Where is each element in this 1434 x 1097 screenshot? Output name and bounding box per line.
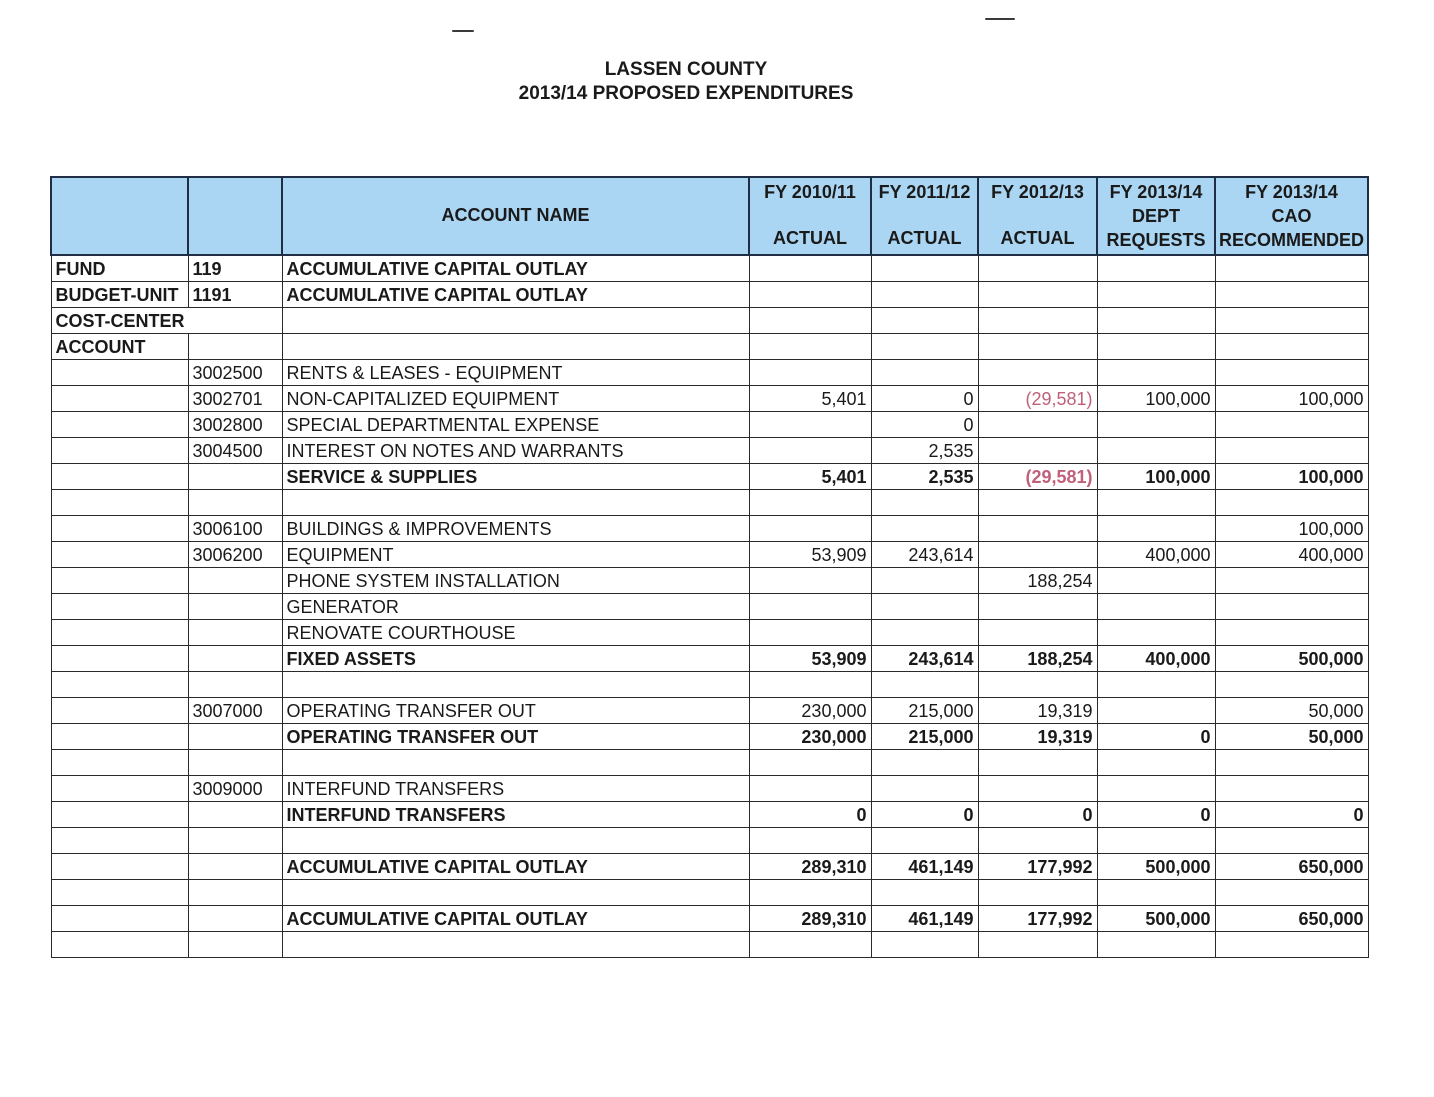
header-fy: FY 2010/11 xyxy=(764,182,856,202)
row-code: 3006100 xyxy=(188,516,282,542)
cell-fy2011-12: 243,614 xyxy=(871,542,978,568)
table-row-blank xyxy=(51,750,1368,776)
row-code: 1191 xyxy=(188,282,282,308)
cell-fy2010-11: 53,909 xyxy=(749,646,871,672)
cell-fy2011-12: 0 xyxy=(871,802,978,828)
row-account-name: GENERATOR xyxy=(282,594,749,620)
cell-fy2010-11: 5,401 xyxy=(749,386,871,412)
row-label: BUDGET-UNIT xyxy=(51,282,188,308)
row-account-name: INTERFUND TRANSFERS xyxy=(282,802,749,828)
table-row-3002701 xyxy=(51,386,1368,412)
header-fy-2013-14-dept xyxy=(1097,177,1215,255)
cell-fy2010-11: 5,401 xyxy=(749,464,871,490)
cell-dept-request: 0 xyxy=(1097,802,1215,828)
cell-fy2011-12: 461,149 xyxy=(871,854,978,880)
row-label: ACCOUNT xyxy=(51,334,188,360)
row-account-name: OPERATING TRANSFER OUT xyxy=(282,698,749,724)
cell-cao-recommended: 100,000 xyxy=(1215,464,1368,490)
row-account-name: INTEREST ON NOTES AND WARRANTS xyxy=(282,438,749,464)
cell-fy2012-13: 188,254 xyxy=(978,646,1097,672)
cell-cao-recommended: 50,000 xyxy=(1215,724,1368,750)
cell-cao-recommended: 500,000 xyxy=(1215,646,1368,672)
table-row-blank xyxy=(51,932,1368,958)
row-account-name: OPERATING TRANSFER OUT xyxy=(282,724,749,750)
scan-mark xyxy=(985,18,1015,20)
table-row-3006200 xyxy=(51,542,1368,568)
header-sub: CAO xyxy=(1271,206,1312,226)
table-row-aco-total xyxy=(51,854,1368,880)
table-row-aco-grand-total xyxy=(51,906,1368,932)
table-row-blank xyxy=(51,672,1368,698)
table-row-3002800 xyxy=(51,412,1368,438)
cell-dept-request: 0 xyxy=(1097,724,1215,750)
header-blank xyxy=(51,177,188,255)
table-row-cost-center xyxy=(51,308,1368,334)
header-fy-2010-11 xyxy=(749,177,871,255)
cell-fy2011-12: 215,000 xyxy=(871,724,978,750)
table-row-3006100 xyxy=(51,516,1368,542)
cell-fy2010-11: 289,310 xyxy=(749,854,871,880)
row-account-name: ACCUMULATIVE CAPITAL OUTLAY xyxy=(282,906,749,932)
cell-fy2010-11: 230,000 xyxy=(749,698,871,724)
row-account-name: SERVICE & SUPPLIES xyxy=(282,464,749,490)
header-fy-2013-14-cao xyxy=(1215,177,1368,255)
header-row xyxy=(51,177,1368,255)
row-account-name: PHONE SYSTEM INSTALLATION xyxy=(282,568,749,594)
cell-cao-recommended: 100,000 xyxy=(1215,386,1368,412)
row-code: 119 xyxy=(188,255,282,282)
cell-dept-request: 500,000 xyxy=(1097,854,1215,880)
table-row-blank xyxy=(51,490,1368,516)
row-code: 3002500 xyxy=(188,360,282,386)
row-code: 3009000 xyxy=(188,776,282,802)
header-type: ACTUAL xyxy=(773,228,847,248)
header-fy: FY 2013/14 xyxy=(1245,182,1338,202)
table-row-account xyxy=(51,334,1368,360)
table-row-generator xyxy=(51,594,1368,620)
row-code: 3004500 xyxy=(188,438,282,464)
title-subtitle: 2013/14 PROPOSED EXPENDITURES xyxy=(518,83,854,104)
table-row-blank xyxy=(51,880,1368,906)
cell-fy2012-13: 0 xyxy=(978,802,1097,828)
row-account-name: RENOVATE COURTHOUSE xyxy=(282,620,749,646)
table-row-service-supplies xyxy=(51,464,1368,490)
row-code: 3002800 xyxy=(188,412,282,438)
cell-cao-recommended: 0 xyxy=(1215,802,1368,828)
cell-dept-request: 400,000 xyxy=(1097,542,1215,568)
row-code: 3002701 xyxy=(188,386,282,412)
cell-fy2011-12: 2,535 xyxy=(871,438,978,464)
header-fy: FY 2012/13 xyxy=(991,182,1084,202)
row-account-name: RENTS & LEASES - EQUIPMENT xyxy=(282,360,749,386)
row-account-name: BUILDINGS & IMPROVEMENTS xyxy=(282,516,749,542)
cell-fy2010-11: 53,909 xyxy=(749,542,871,568)
cell-cao-recommended: 50,000 xyxy=(1215,698,1368,724)
header-fy-2012-13 xyxy=(978,177,1097,255)
header-fy-2011-12 xyxy=(871,177,978,255)
cell-fy2010-11: 230,000 xyxy=(749,724,871,750)
table-row-3009000 xyxy=(51,776,1368,802)
cell-fy2011-12: 243,614 xyxy=(871,646,978,672)
cell-cao-recommended: 100,000 xyxy=(1215,516,1368,542)
header-account-name: ACCOUNT NAME xyxy=(282,177,749,255)
header-type: ACTUAL xyxy=(887,228,962,248)
cell-fy2012-13: 177,992 xyxy=(978,906,1097,932)
table-row-renovate-courthouse xyxy=(51,620,1368,646)
table-row-3004500 xyxy=(51,438,1368,464)
cell-fy2012-13: (29,581) xyxy=(978,386,1097,412)
table-row-budget-unit xyxy=(51,282,1368,308)
cell-fy2012-13: 177,992 xyxy=(978,854,1097,880)
row-account-name: SPECIAL DEPARTMENTAL EXPENSE xyxy=(282,412,749,438)
row-label: COST-CENTER xyxy=(51,308,282,334)
row-account-name: ACCUMULATIVE CAPITAL OUTLAY xyxy=(282,255,749,282)
cell-fy2011-12: 0 xyxy=(871,386,978,412)
header-fy: FY 2013/14 xyxy=(1109,182,1203,202)
cell-fy2011-12: 215,000 xyxy=(871,698,978,724)
row-account-name: NON-CAPITALIZED EQUIPMENT xyxy=(282,386,749,412)
table-row-3007000 xyxy=(51,698,1368,724)
header-type: ACTUAL xyxy=(1000,228,1075,248)
row-account-name: INTERFUND TRANSFERS xyxy=(282,776,749,802)
cell-cao-recommended: 650,000 xyxy=(1215,906,1368,932)
cell-dept-request: 500,000 xyxy=(1097,906,1215,932)
cell-fy2011-12: 2,535 xyxy=(871,464,978,490)
header-fy: FY 2011/12 xyxy=(878,182,971,202)
row-code: 3007000 xyxy=(188,698,282,724)
scan-mark xyxy=(452,30,474,32)
cell-fy2012-13: 19,319 xyxy=(978,724,1097,750)
header-type: REQUESTS xyxy=(1106,230,1206,250)
cell-cao-recommended: 650,000 xyxy=(1215,854,1368,880)
row-account-name: ACCUMULATIVE CAPITAL OUTLAY xyxy=(282,854,749,880)
table-row-phone-system xyxy=(51,568,1368,594)
cell-dept-request: 100,000 xyxy=(1097,464,1215,490)
cell-fy2010-11: 0 xyxy=(749,802,871,828)
expenditures-table xyxy=(50,176,1369,958)
cell-fy2012-13: 19,319 xyxy=(978,698,1097,724)
row-code: 3006200 xyxy=(188,542,282,568)
cell-fy2012-13: 188,254 xyxy=(978,568,1097,594)
cell-dept-request: 100,000 xyxy=(1097,386,1215,412)
row-label: FUND xyxy=(51,255,188,282)
cell-fy2011-12: 0 xyxy=(871,412,978,438)
cell-fy2011-12: 461,149 xyxy=(871,906,978,932)
table-row-blank xyxy=(51,828,1368,854)
table-row-interfund-total xyxy=(51,802,1368,828)
header-type: RECOMMENDED xyxy=(1219,230,1365,250)
cell-dept-request: 400,000 xyxy=(1097,646,1215,672)
table-row-3002500 xyxy=(51,360,1368,386)
cell-fy2012-13: (29,581) xyxy=(978,464,1097,490)
table-row-fund xyxy=(51,255,1368,282)
cell-cao-recommended: 400,000 xyxy=(1215,542,1368,568)
row-account-name: EQUIPMENT xyxy=(282,542,749,568)
header-sub: DEPT xyxy=(1131,206,1180,226)
header-blank xyxy=(188,177,282,255)
row-account-name: ACCUMULATIVE CAPITAL OUTLAY xyxy=(282,282,749,308)
table-row-fixed-assets xyxy=(51,646,1368,672)
table-row-operating-transfer-total xyxy=(51,724,1368,750)
title-county: LASSEN COUNTY xyxy=(604,59,768,80)
page-title xyxy=(0,58,1372,106)
cell-fy2010-11: 289,310 xyxy=(749,906,871,932)
row-account-name: FIXED ASSETS xyxy=(282,646,749,672)
